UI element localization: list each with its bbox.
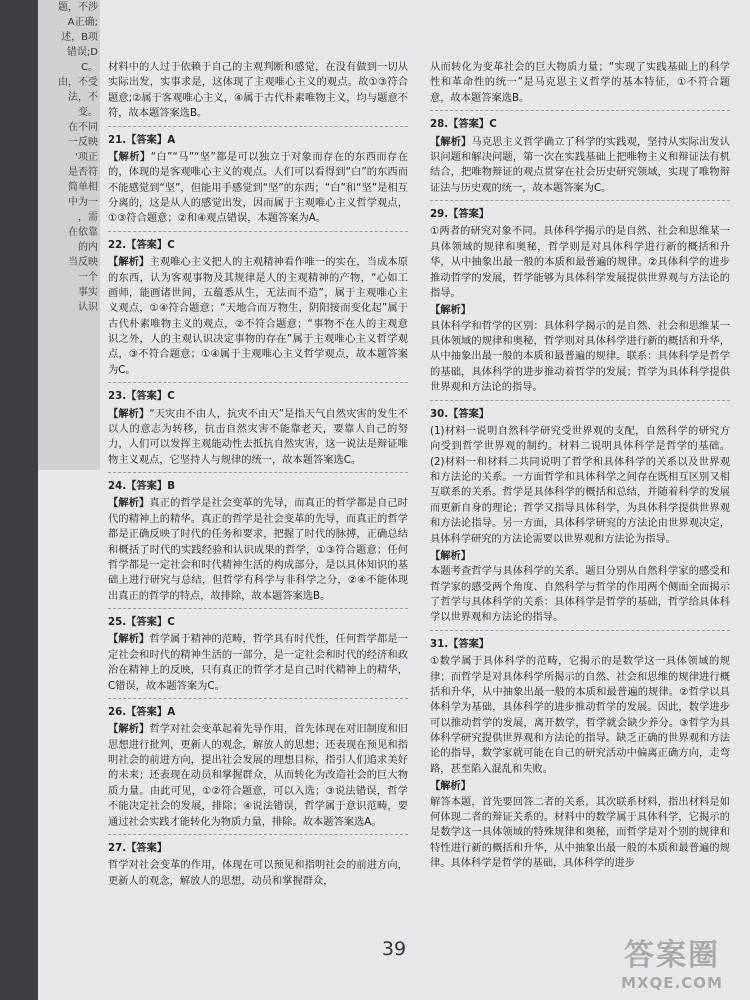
answer-label: 【答案】	[126, 705, 168, 718]
prev-page-fragment: 由，不受	[58, 77, 98, 88]
answer-line	[430, 117, 730, 132]
answer-choice: A	[167, 705, 176, 718]
answer-line	[108, 238, 408, 253]
question-block	[108, 60, 408, 127]
question-number: 23.	[108, 390, 127, 403]
answer-line	[108, 841, 408, 856]
analysis-label: 【解析】	[108, 497, 150, 510]
analysis-text: 主观唯心主义把人的主观精神看作唯一的实在，当成本原的东西，认为客观事物及其规律是人的主观精神的产物，“心如工画师，能画诸世间，五蕴悉从生，无法而不造”，属于主观唯心主义观点，①④符合题意；“天地合而万物生，阴阳接而变化起”属于古代朴素唯物主义的观点，②不符合题意；“事物不在人的主观意识之外，人的主观认识决定事物的存在”属于主观唯心主义哲学观点，③不符合题意；①④属于主观唯心主义哲学观点，故本题答案为C。	[108, 256, 408, 376]
question-block	[108, 615, 408, 699]
analysis-text: 材料中的人过于依赖于自己的主观判断和感觉，在没有做到一切从实际出发，实事求是，这体现了主观唯心主义的观点。故①③符合题意;②属于客观唯心主义，④属于古代朴素唯物主义，均与题意不符，故本题答案选B。	[108, 61, 408, 120]
prev-page-fragment: 述，B项	[61, 32, 98, 43]
prev-page-fragment: 的内	[78, 242, 98, 253]
analysis-paragraph	[108, 496, 408, 604]
question-number: 22.	[108, 238, 127, 251]
analysis-tag: 【解析】	[430, 304, 472, 317]
question-number: 26.	[108, 705, 127, 718]
analysis-tag: 【解析】	[430, 549, 472, 562]
question-block	[430, 207, 730, 401]
answer-label: 【答案】	[126, 841, 168, 854]
analysis-paragraph	[108, 722, 408, 830]
analysis-note: 本题考查哲学与具体科学的关系。题目分别从自然科学家的感受和哲学家的感受两个角度、自然科学与哲学的作用两个侧面全面揭示了哲学与具体科学的关系：具体科学是哲学的基础，哲学给具体科学以世界观和方法论的指导。	[430, 565, 730, 624]
answer-line	[108, 389, 408, 404]
answer-line	[108, 479, 408, 494]
analysis-paragraph	[430, 654, 730, 777]
prev-page-fragment: 事实	[78, 287, 98, 298]
answer-choice: C	[167, 390, 175, 403]
question-block	[108, 841, 408, 893]
workbook-page	[38, 0, 750, 1000]
question-block	[430, 117, 730, 201]
answer-label: 【答案】	[126, 616, 168, 628]
prev-page-fragment: 当反映	[68, 257, 98, 268]
answer-choice: C	[167, 616, 175, 628]
analysis-paragraph	[430, 224, 730, 301]
analysis-label: 【解析】	[430, 135, 472, 148]
analysis-text: 马克思主义哲学确立了科学的实践观，坚持从实际出发认识问题和解决问题，第一次在实践基础上把唯物主义和辩证法有机结合，把唯物辩证的观点贯穿在社会历史研究领域，实现了唯物辩证法与历史观的统一，故本题答案为C。	[430, 135, 730, 194]
analysis-note: 具体科学和哲学的区别：具体科学揭示的是自然、社会和思维某一具体领域的规律和奥秘，哲学则对具体科学进行新的概括和升华，从中抽象出最一般的本质和最普遍的规律。联系：具体科学是哲学的基础，具体科学的进步推动着哲学的发展；哲学为具体科学提供世界观和方法论的指导。	[430, 319, 730, 394]
question-block	[430, 407, 730, 631]
answer-label: 【答案】	[126, 133, 168, 146]
question-block	[108, 238, 408, 383]
question-block	[108, 479, 408, 609]
answer-label: 【答案】	[126, 480, 168, 492]
question-number: 30.	[430, 407, 449, 420]
answer-label: 【答案】	[126, 238, 168, 251]
answer-label: 【答案】	[126, 390, 168, 403]
watermark-logo: 答案圈	[624, 938, 720, 973]
question-number: 28.	[430, 118, 449, 131]
question-number: 24.	[108, 480, 127, 492]
prev-page-fragment: C。	[81, 62, 98, 73]
analysis-text: 真正的哲学是社会变革的先导，而真正的哲学都是自己时代的精神上的精华。真正的哲学是社会变革的先导，而真正的哲学都是正确反映了时代的任务和要求，把握了时代的脉搏，正确总结和概括了时代的实践经验和认识成果的哲学，①③符合题意；任何哲学都是一定社会和时代精神生活的构成部分，是以具体知识的基础上进行研究与总结，但哲学有科学与非科学之分，②④不能体现出真正的哲学的特点，故排除，故本题答案选B。	[108, 497, 408, 602]
prev-page-fragment: ，需	[78, 212, 98, 223]
analysis-paragraph	[108, 255, 408, 378]
answer-label: 【答案】	[448, 407, 490, 420]
answer-line	[108, 615, 408, 630]
analysis-paragraph	[430, 60, 730, 106]
prev-page-fragment: 一反映	[68, 137, 98, 148]
right-column	[430, 60, 730, 881]
analysis-paragraph	[108, 150, 408, 227]
answer-line	[430, 207, 730, 222]
analysis-text: ①数学属于具体科学的范畴，它揭示的是数学这一具体领域的规律；而哲学是对具体科学所揭示的自然、社会和思维的规律进行概括和升华，从中抽象出最一般的本质和最普遍的规律。②哲学以具体科学为基础，具体科学的进步推动哲学的发展。因此，数学进步可以推动哲学的发展，离开数学，哲学就会缺少养分。③哲学为具体科学研究提供世界观和方法论的指导。缺乏正确的世界观和方法论的指导，数学家就可能在自己的研究活动中偏离正确方向，走弯路，甚至陷入混乱和失败。	[430, 655, 730, 775]
question-block	[430, 60, 730, 111]
prev-page-fragment: 一个	[78, 272, 98, 283]
answer-label: 【答案】	[448, 637, 490, 650]
answer-choice: B	[167, 480, 176, 492]
answer-label: 【答案】	[448, 118, 490, 131]
question-block	[108, 133, 408, 232]
analysis-label: 【解析】	[108, 256, 150, 269]
analysis-text: “天灾由不由人，抗灾不由天”是指天气自然灾害的发生不以人的意志为转移，抗击自然灾害不能靠老天，要靠人自己的努力，人们可以发挥主观能动性去抵抗自然灾害，这一说法是辩证唯物主义观点，它坚持人与规律的统一，故本题答案选C。	[108, 407, 408, 466]
prev-page-fragment: 变。	[78, 107, 98, 118]
previous-page-edge	[38, 0, 100, 470]
analysis-text: (1)材料一说明自然科学研究受世界观的支配，自然科学的研究方向受到哲学世界观的制约。材料二说明具体科学是哲学的基础。(2)材料一和材料二共同说明了哲学和具体科学的关系以及世界观和方法论的关系。一方面哲学和具体科学之间存在既相互区别又相互联系的关系。哲学是具体科学的概括和总结，并随着科学的发展而更新自身的理论；哲学又指导具体科学，为具体科学提供世界观和方法论指导。另一方面，具体科学研究的方法论由世界观决定，具体科学研究的方法论需要以世界观和方法论为指导。	[430, 424, 730, 545]
analysis-label: 【解析】	[108, 633, 150, 646]
answer-choice: A	[167, 133, 176, 146]
answer-choice: C	[167, 238, 175, 251]
prev-page-fragment: 在依靠	[68, 227, 98, 238]
analysis-paragraph	[430, 424, 730, 547]
question-block	[108, 705, 408, 835]
answer-line	[108, 133, 408, 148]
question-block	[430, 637, 730, 876]
page-number: 39	[381, 938, 407, 960]
analysis-paragraph	[430, 135, 730, 197]
analysis-tag: 【解析】	[430, 780, 472, 793]
left-column	[108, 60, 408, 899]
watermark-url: MXQE.COM	[621, 974, 723, 992]
analysis-text: 哲学对社会变革的作用，体现在可以预见和指明社会的前进方向，更新人的观念，解放人的思想，动员和掌握群众，	[108, 859, 408, 887]
analysis-paragraph	[108, 60, 408, 122]
answer-line	[430, 407, 730, 422]
analysis-label: 【解析】	[108, 407, 150, 420]
answer-label: 【答案】	[448, 208, 490, 220]
analysis-paragraph	[108, 858, 408, 889]
question-number: 25.	[108, 616, 127, 628]
prev-page-fragment: 是否符	[68, 167, 98, 178]
answer-line	[430, 637, 730, 652]
question-block	[108, 389, 408, 473]
question-number: 21.	[108, 133, 127, 146]
prev-page-fragment: 在不同	[68, 122, 98, 133]
prev-page-fragment: 简单相	[68, 182, 98, 193]
analysis-text: 从而转化为变革社会的巨大物质力量；“实现了实践基础上的科学性和革命性的统一”是马克思主义哲学的基本特征，①不符合题意，故本题答案选B。	[430, 61, 730, 104]
analysis-paragraph	[108, 632, 408, 694]
analysis-note: 解答本题，首先要回答二者的关系，其次联系材料，指出材料是如何体现二者的辩证关系的。材料中的数学属于具体科学，它揭示的是数学这一具体领域的特殊规律和奥秘，而哲学是对个别的规律和特性进行新的概括和升华，从中抽象出最一般的本质和最普遍的规律。具体科学是哲学的基础，具体科学的进步	[430, 795, 730, 869]
question-number: 27.	[108, 841, 127, 854]
analysis-text: 哲学对社会变革起着先导作用，首先体现在对旧制度和旧思想进行批判，更新人的观念，解放人的思想；还表现在预见和指明社会的前进方向，提出社会发展的理想目标，指引人们追求美好的未来；还表现在动员和掌握群众，从而转化为改造社会的巨大物质力量。由此可见，①②符合题意，可以入选；③说法错误，哲学不能决定社会的发展，排除；④说法错误，哲学属于意识范畴，要通过社会实践才能转化为物质力量，排除。故本题答案选A。	[108, 723, 408, 828]
question-number: 29.	[430, 208, 449, 220]
prev-page-fragment: 题，不涉	[58, 2, 98, 13]
analysis-label: 【解析】	[108, 150, 151, 163]
watermark	[602, 930, 742, 992]
analysis-paragraph	[108, 407, 408, 469]
prev-page-fragment: '项正	[75, 152, 98, 163]
analysis-text: 哲学属于精神的范畴，哲学具有时代性，任何哲学都是一定社会和时代的精神生活的一部分，是一定社会和时代的经济和政治在精神上的反映，只有真正的哲学才是自己时代精神上的精华，C错误，故本题答案为C。	[108, 633, 408, 692]
answer-choice: C	[489, 118, 497, 131]
prev-page-fragment: 中为一	[68, 197, 98, 208]
analysis-label: 【解析】	[108, 723, 150, 736]
prev-page-fragment: 认识	[78, 302, 98, 313]
answer-line	[108, 705, 408, 720]
prev-page-fragment: 错误;D	[66, 47, 98, 58]
analysis-text: ①两者的研究对象不同。具体科学揭示的是自然、社会和思维某一具体领域的规律和奥秘，哲学则是对具体科学进行新的概括和升华，从中抽象出最一般的本质和最普遍的规律。②具体科学的进步推动哲学的发展，哲学能够为具体科学发展提供世界观与方法论的指导。	[430, 225, 730, 299]
question-number: 31.	[430, 637, 449, 650]
prev-page-fragment: 法，不	[68, 92, 98, 103]
analysis-text: “白”“马”“坚”都是可以独立于对象而存在的东西而存在的，体现的是客观唯心主义的观点。人们可以看得到“白”的东西而不能感觉到“坚”，但能用手感觉到“坚”的东西；“白”和“坚”是相互分离的，这是从人的感觉出发，因而属于主观唯心主义哲学观点，①③符合题意；②和④观点错误，本题答案为A。	[108, 150, 408, 225]
prev-page-fragment: A正确;	[67, 17, 98, 28]
